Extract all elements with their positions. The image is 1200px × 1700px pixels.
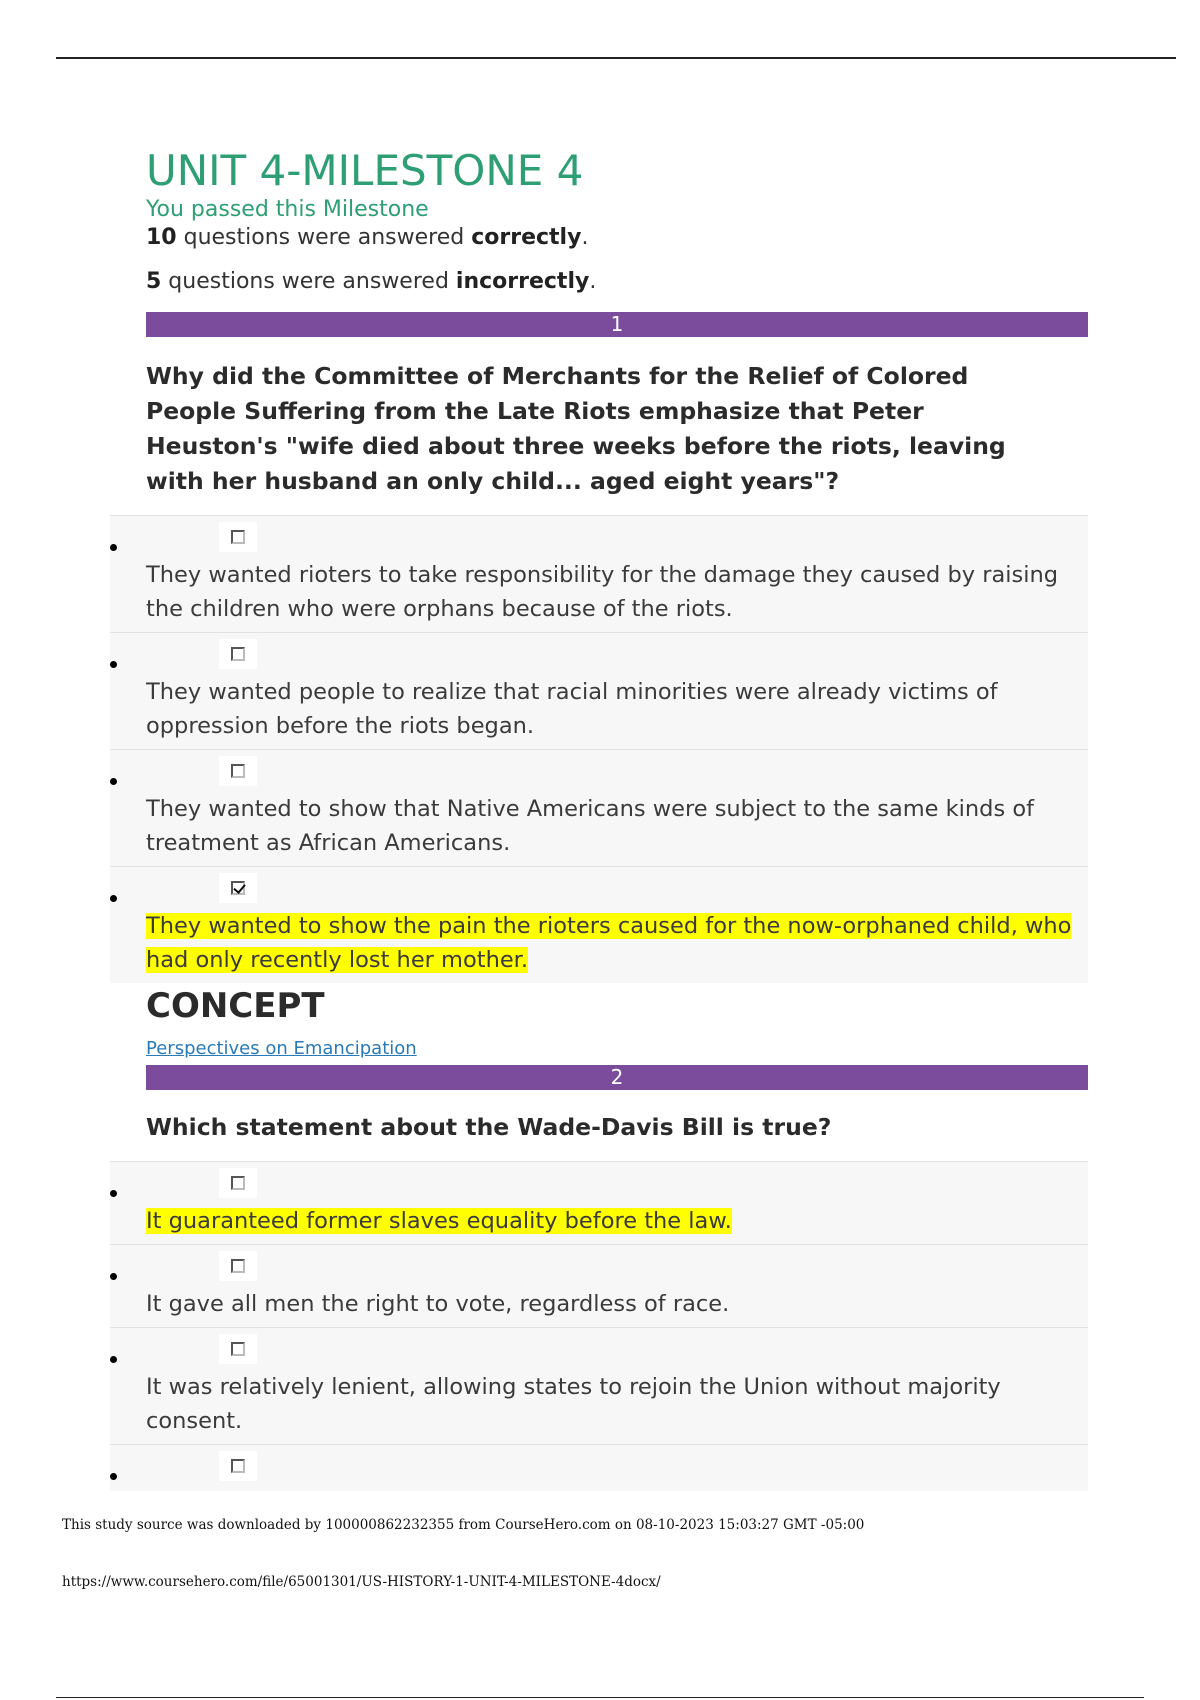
answer-checkbox[interactable] (219, 1251, 257, 1281)
checkbox-icon (231, 530, 245, 544)
answer-option (110, 749, 1088, 866)
answer-checkbox[interactable] (219, 1168, 257, 1198)
answer-list (110, 1161, 1088, 1491)
correct-count: 10 (146, 225, 177, 250)
page-title: UNIT 4-MILESTONE 4 (146, 146, 584, 195)
answer-text-highlighted: It guaranteed former slaves equality before the law. (146, 1208, 732, 1234)
answer-text: They wanted to show that Native Americans were subject to the same kinds of treatment as African Americans. (146, 796, 1035, 856)
checkbox-icon (231, 1176, 245, 1190)
answer-option (110, 632, 1088, 749)
incorrect-summary-text: questions were answered (161, 269, 456, 294)
incorrect-word: incorrectly (455, 269, 590, 294)
answer-option (110, 1244, 1088, 1327)
checkbox-checked-icon (231, 881, 245, 895)
question-text: Which statement about the Wade-Davis Bill is true? (146, 1113, 832, 1141)
checkbox-icon (231, 1459, 245, 1473)
answer-checkbox[interactable] (219, 873, 257, 903)
checkbox-icon (231, 1342, 245, 1356)
answer-checkbox[interactable] (219, 639, 257, 669)
source-url[interactable]: https://www.coursehero.com/file/65001301/US-HISTORY-1-UNIT-4-MILESTONE-4docx/ (62, 1574, 661, 1590)
correct-summary-text: questions were answered (176, 225, 472, 250)
answer-text-highlighted: They wanted to show the pain the rioters caused for the now-orphaned child, who had only recently lost her mother. (146, 913, 1072, 973)
concept-heading: CONCEPT (146, 986, 325, 1026)
answer-text: It gave all men the right to vote, regardless of race. (146, 1291, 730, 1317)
milestone-results (146, 146, 1088, 1491)
answer-option (110, 515, 1088, 632)
correct-word: correctly (471, 225, 582, 250)
answer-text: They wanted people to realize that racial minorities were already victims of oppression before the riots began. (146, 679, 998, 739)
answer-option (110, 1444, 1088, 1491)
question-number-bar: 2 (146, 1065, 1088, 1090)
correct-summary: 10 questions were answered correctly. (146, 225, 589, 250)
answer-option (110, 866, 1088, 983)
answer-option (110, 1161, 1088, 1244)
checkbox-icon (231, 647, 245, 661)
download-source-note: This study source was downloaded by 100000862232355 from CourseHero.com on 08-10-2023 15:03:27 GMT -05:00 (62, 1517, 865, 1533)
incorrect-summary: 5 questions were answered incorrectly. (146, 269, 597, 294)
answer-text: It was relatively lenient, allowing states to rejoin the Union without majority consent. (146, 1374, 1001, 1434)
answer-text: They wanted rioters to take responsibility for the damage they caused by raising the children who were orphans because of the riots. (146, 562, 1059, 622)
question-text: Why did the Committee of Merchants for the Relief of Colored People Suffering from the Late Riots emphasize that Peter Heuston's "wife died about three weeks before the riots, leaving with her husband an only child... aged eight years"? (146, 362, 1006, 495)
answer-checkbox[interactable] (219, 1451, 257, 1481)
top-rule (56, 57, 1176, 59)
answer-checkbox[interactable] (219, 1334, 257, 1364)
concept-link[interactable]: Perspectives on Emancipation (146, 1038, 417, 1059)
checkbox-icon (231, 1259, 245, 1273)
answer-checkbox[interactable] (219, 756, 257, 786)
answer-list (110, 515, 1088, 983)
answer-option (110, 1327, 1088, 1444)
pass-status: You passed this Milestone (146, 197, 429, 222)
bottom-rule (56, 1697, 1144, 1698)
answer-checkbox[interactable] (219, 522, 257, 552)
question-number-bar: 1 (146, 312, 1088, 337)
checkbox-icon (231, 764, 245, 778)
incorrect-count: 5 (146, 269, 162, 294)
